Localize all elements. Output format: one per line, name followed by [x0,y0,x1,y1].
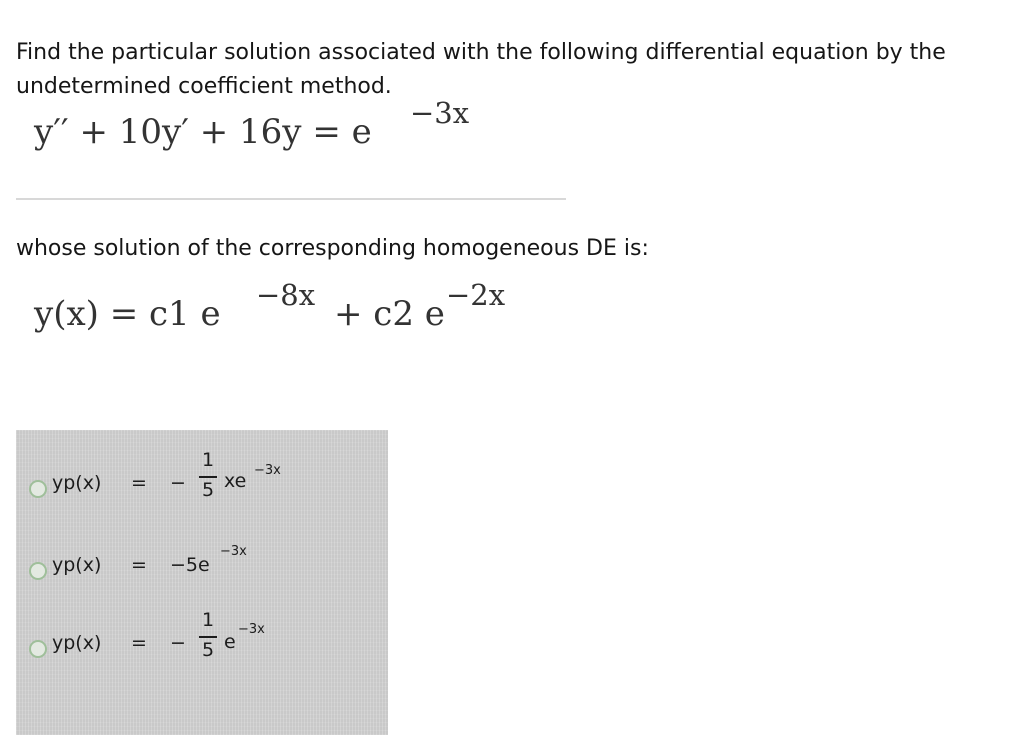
option-body: −5e [170,554,210,576]
divider [16,198,566,200]
fraction-numerator: 1 [202,449,215,471]
option-lhs: yp(x) [52,554,102,576]
fraction-denominator: 5 [202,639,215,661]
fraction-bar [199,636,217,638]
option-body: e [224,631,236,653]
fraction-denominator: 5 [202,479,215,501]
differential-equation [34,96,470,152]
option-sign: − [170,632,186,654]
equation-lhs: y′′ + 10y′ + 16y = e [34,112,372,152]
option-sign: − [170,472,186,494]
option-exponent: −3x [238,622,265,637]
fraction-numerator: 1 [202,609,215,631]
solution-part1: y(x) = c1 e [34,294,221,334]
radio-button[interactable] [29,562,47,580]
solution-exp2: −2x [446,278,506,312]
answer-options-panel [16,430,388,735]
solution-exp1: −8x [256,278,316,312]
radio-button[interactable] [29,480,47,498]
fraction-bar [199,476,217,478]
equation-exponent: −3x [410,96,470,130]
answer-option-3[interactable] [16,602,388,662]
answer-option-2[interactable] [16,536,388,596]
option-lhs: yp(x) [52,632,102,654]
homogeneous-intro: whose solution of the corresponding homogeneous DE is: [16,236,649,261]
option-equals: = [131,472,147,494]
option-equals: = [131,632,147,654]
option-body: xe [224,470,247,492]
solution-part2: + c2 e [334,294,445,334]
homogeneous-solution [34,278,506,334]
option-exponent: −3x [220,544,247,559]
question-prompt: Find the particular solution associated with the following differential equation by the undetermined coefficient method. [16,40,946,99]
radio-button[interactable] [29,640,47,658]
answer-option-1[interactable] [16,444,388,504]
option-exponent: −3x [254,463,281,478]
option-lhs: yp(x) [52,472,102,494]
option-equals: = [131,554,147,576]
